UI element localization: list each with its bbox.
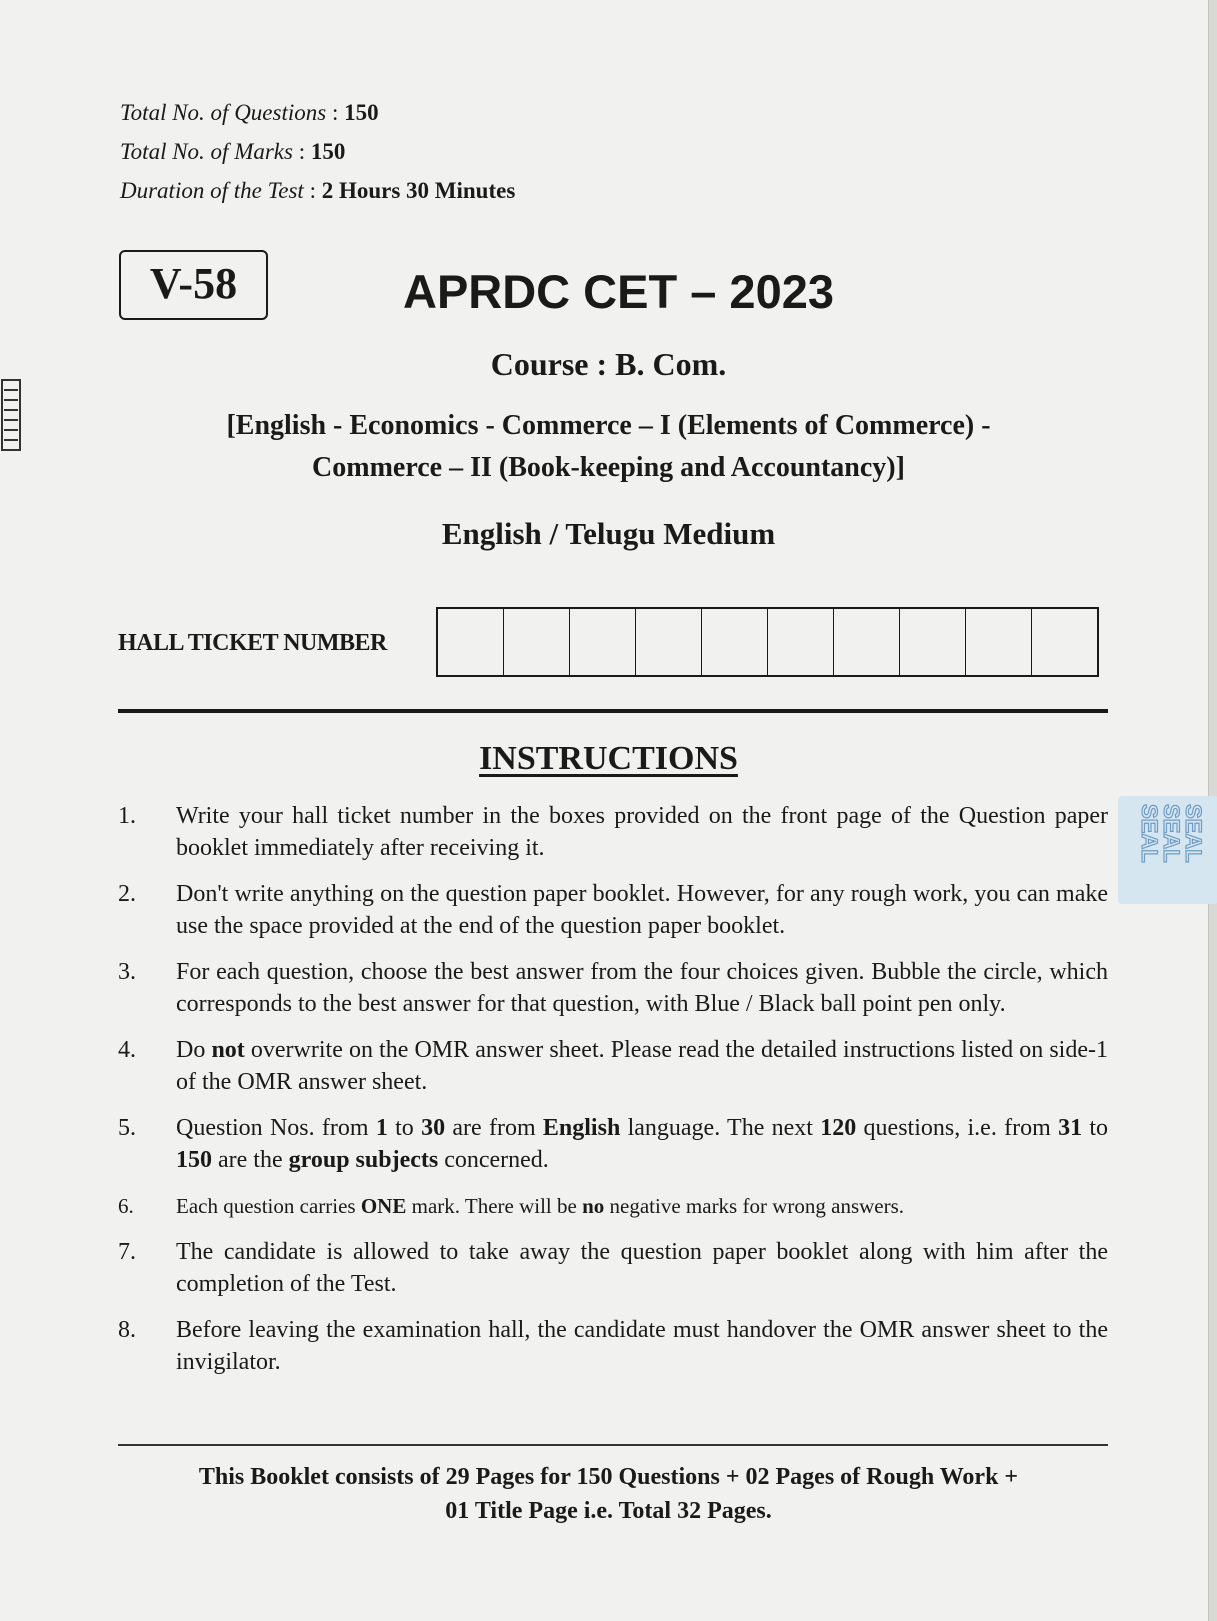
subjects-line-2: Commerce – II (Book-keeping and Accountancy)] xyxy=(312,452,905,483)
hall-ticket-box[interactable] xyxy=(834,609,900,675)
exam-title: APRDC CET – 2023 xyxy=(403,265,834,318)
instruction-item: 7. The candidate is allowed to take away the question paper booklet along with him after the completion of the Test. xyxy=(118,1239,1108,1297)
hall-ticket-box[interactable] xyxy=(900,609,966,675)
seal-stamp xyxy=(1118,796,1217,904)
booklet-page-count: This Booklet consists of 29 Pages for 150 Questions + 02 Pages of Rough Work + 01 Title Page i.e. Total 32 Pages. xyxy=(198,1464,1019,1524)
instructions-heading: INSTRUCTIONS xyxy=(479,740,738,777)
total-questions: Total No. of Questions : 150 xyxy=(120,100,379,125)
hall-ticket-box[interactable] xyxy=(1032,609,1097,675)
divider-bottom xyxy=(118,1444,1108,1446)
booklet-code: V-58 xyxy=(119,250,268,320)
instruction-item: 2. Don't write anything on the question paper booklet. However, for any rough work, you can make use the space provided at the end of the question paper booklet. xyxy=(118,881,1108,939)
instruction-item: 8. Before leaving the examination hall, the candidate must handover the OMR answer sheet to the invigilator. xyxy=(118,1317,1108,1375)
course-name: Course : B. Com. xyxy=(490,346,727,382)
svg-text:SEAL: SEAL xyxy=(1159,804,1184,863)
subjects-line-1: [English - Economics - Commerce – I (Elements of Commerce) - xyxy=(226,410,991,441)
subjects xyxy=(0,405,1217,489)
seal-icon xyxy=(1118,796,1217,904)
test-duration: Duration of the Test : 2 Hours 30 Minutes xyxy=(120,178,516,203)
hall-ticket-label: HALL TICKET NUMBER xyxy=(118,630,387,656)
total-marks: Total No. of Marks : 150 xyxy=(120,139,346,164)
instruction-item: 5. Question Nos. from 1 to 30 are from English language. The next 120 questions, i.e. from 31 to 150 are the group subjects concerned. xyxy=(118,1115,1109,1173)
hall-ticket-box[interactable] xyxy=(504,609,570,675)
hall-ticket-box[interactable] xyxy=(768,609,834,675)
svg-text:SEAL: SEAL xyxy=(1137,804,1162,863)
hall-ticket-box[interactable] xyxy=(702,609,768,675)
hall-ticket-boxes xyxy=(436,607,1099,677)
hall-ticket-box[interactable] xyxy=(438,609,504,675)
svg-text:SEAL: SEAL xyxy=(1181,804,1206,863)
instruction-item: 4. Do not overwrite on the OMR answer sheet. Please read the detailed instructions listed on side-1 of the OMR answer sheet. xyxy=(118,1037,1108,1095)
medium: English / Telugu Medium xyxy=(441,516,776,551)
instruction-item: 3. For each question, choose the best answer from the four choices given. Bubble the circle, which corresponds to the best answer for that question, with Blue / Black ball point pen only. xyxy=(118,959,1108,1017)
instruction-item: 6. Each question carries ONE mark. There will be no negative marks for wrong answers. xyxy=(118,1194,905,1218)
hall-ticket-box[interactable] xyxy=(636,609,702,675)
instructions-list xyxy=(118,800,1108,1392)
hall-ticket-box[interactable] xyxy=(570,609,636,675)
instruction-item: 1. Write your hall ticket number in the boxes provided on the front page of the Question paper booklet immediately after receiving it. xyxy=(118,803,1108,861)
divider-top xyxy=(118,709,1108,713)
hall-ticket-box[interactable] xyxy=(966,609,1032,675)
exam-meta xyxy=(120,93,515,210)
